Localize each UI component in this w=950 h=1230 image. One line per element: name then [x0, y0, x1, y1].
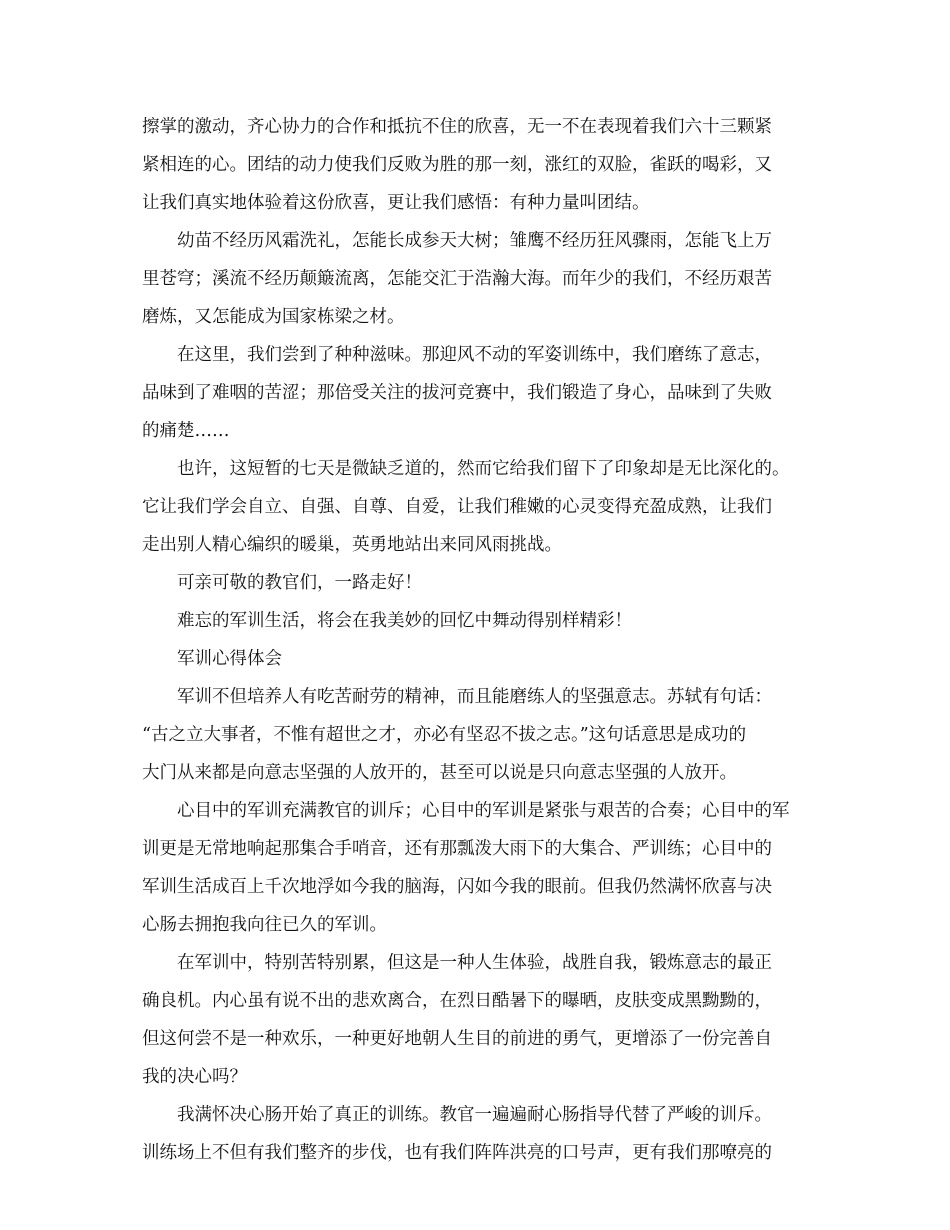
text-line: 难忘的军训生活，将会在我美妙的回忆中舞动得别样精彩！	[177, 611, 632, 631]
text-line: 训更是无常地响起那集合手哨音，还有那瓢泼大雨下的大集合、严训练；心目中的	[142, 839, 772, 859]
text-line: 确良机。内心虽有说不出的悲欢离合，在烈日酷暑下的曝晒，皮肤变成黑黝黝的，	[142, 991, 772, 1011]
text-line: 军训生活成百上千次地浮如今我的脑海，闪如今我的眼前。但我仍然满怀欣喜与决	[142, 877, 772, 897]
text-line: 让我们真实地体验着这份欣喜，更让我们感悟：有种力量叫团结。	[142, 193, 650, 213]
text-line: 军训不但培养人有吃苦耐劳的精神，而且能磨练人的坚强意志。苏轼有句话：	[177, 687, 772, 707]
text-line: 心目中的军训充满教官的训斥；心目中的军训是紧张与艰苦的合奏；心目中的军	[177, 801, 790, 821]
text-line: 我的决心吗？	[142, 1067, 247, 1087]
text-line: 磨炼，又怎能成为国家栋梁之材。	[142, 307, 405, 327]
text-line: 走出别人精心编织的暖巢，英勇地站出来同风雨挑战。	[142, 535, 562, 555]
text-line: 紧相连的心。团结的动力使我们反败为胜的那一刻，涨红的双脸，雀跃的喝彩，又	[142, 155, 772, 175]
text-line: 心肠去拥抱我向往已久的军训。	[142, 915, 387, 935]
text-line: 在军训中，特别苦特别累，但这是一种人生体验，战胜自我，锻炼意志的最正	[177, 953, 772, 973]
text-line: 训练场上不但有我们整齐的步伐，也有我们阵阵洪亮的口号声，更有我们那嘹亮的	[142, 1143, 772, 1163]
text-line: 的痛楚……	[142, 421, 230, 441]
text-line: 也许，这短暂的七天是微缺乏道的，然而它给我们留下了印象却是无比深化的。	[177, 459, 790, 479]
text-line: 幼苗不经历风霜洗礼，怎能长成参天大树；雏鹰不经历狂风骤雨，怎能飞上万	[177, 231, 772, 251]
text-line: 我满怀决心肠开始了真正的训练。教官一遍遍耐心肠指导代替了严峻的训斥。	[177, 1105, 772, 1125]
text-line: 可亲可敬的教官们，一路走好！	[177, 573, 422, 593]
text-line: 里苍穹；溪流不经历颠簸流离，怎能交汇于浩瀚大海。而年少的我们，不经历艰苦	[142, 269, 772, 289]
text-line: 在这里，我们尝到了种种滋味。那迎风不动的军姿训练中，我们磨练了意志，	[177, 345, 772, 365]
text-line: “古之立大事者，不惟有超世之才，亦必有坚忍不拔之志。”这句话意思是成功的	[142, 725, 747, 745]
text-line: 擦掌的激动，齐心协力的合作和抵抗不住的欣喜，无一不在表现着我们六十三颗紧	[142, 117, 772, 137]
text-line: 品味到了难咽的苦涩；那倍受关注的拔河竞赛中，我们锻造了身心，品味到了失败	[142, 383, 772, 403]
section-heading: 军训心得体会	[177, 649, 282, 669]
text-line: 大门从来都是向意志坚强的人放开的，甚至可以说是只向意志坚强的人放开。	[142, 763, 737, 783]
text-line: 它让我们学会自立、自强、自尊、自爱，让我们稚嫩的心灵变得充盈成熟，让我们	[142, 497, 772, 517]
text-line: 但这何尝不是一种欢乐，一种更好地朝人生目的前进的勇气，更增添了一份完善自	[142, 1029, 772, 1049]
